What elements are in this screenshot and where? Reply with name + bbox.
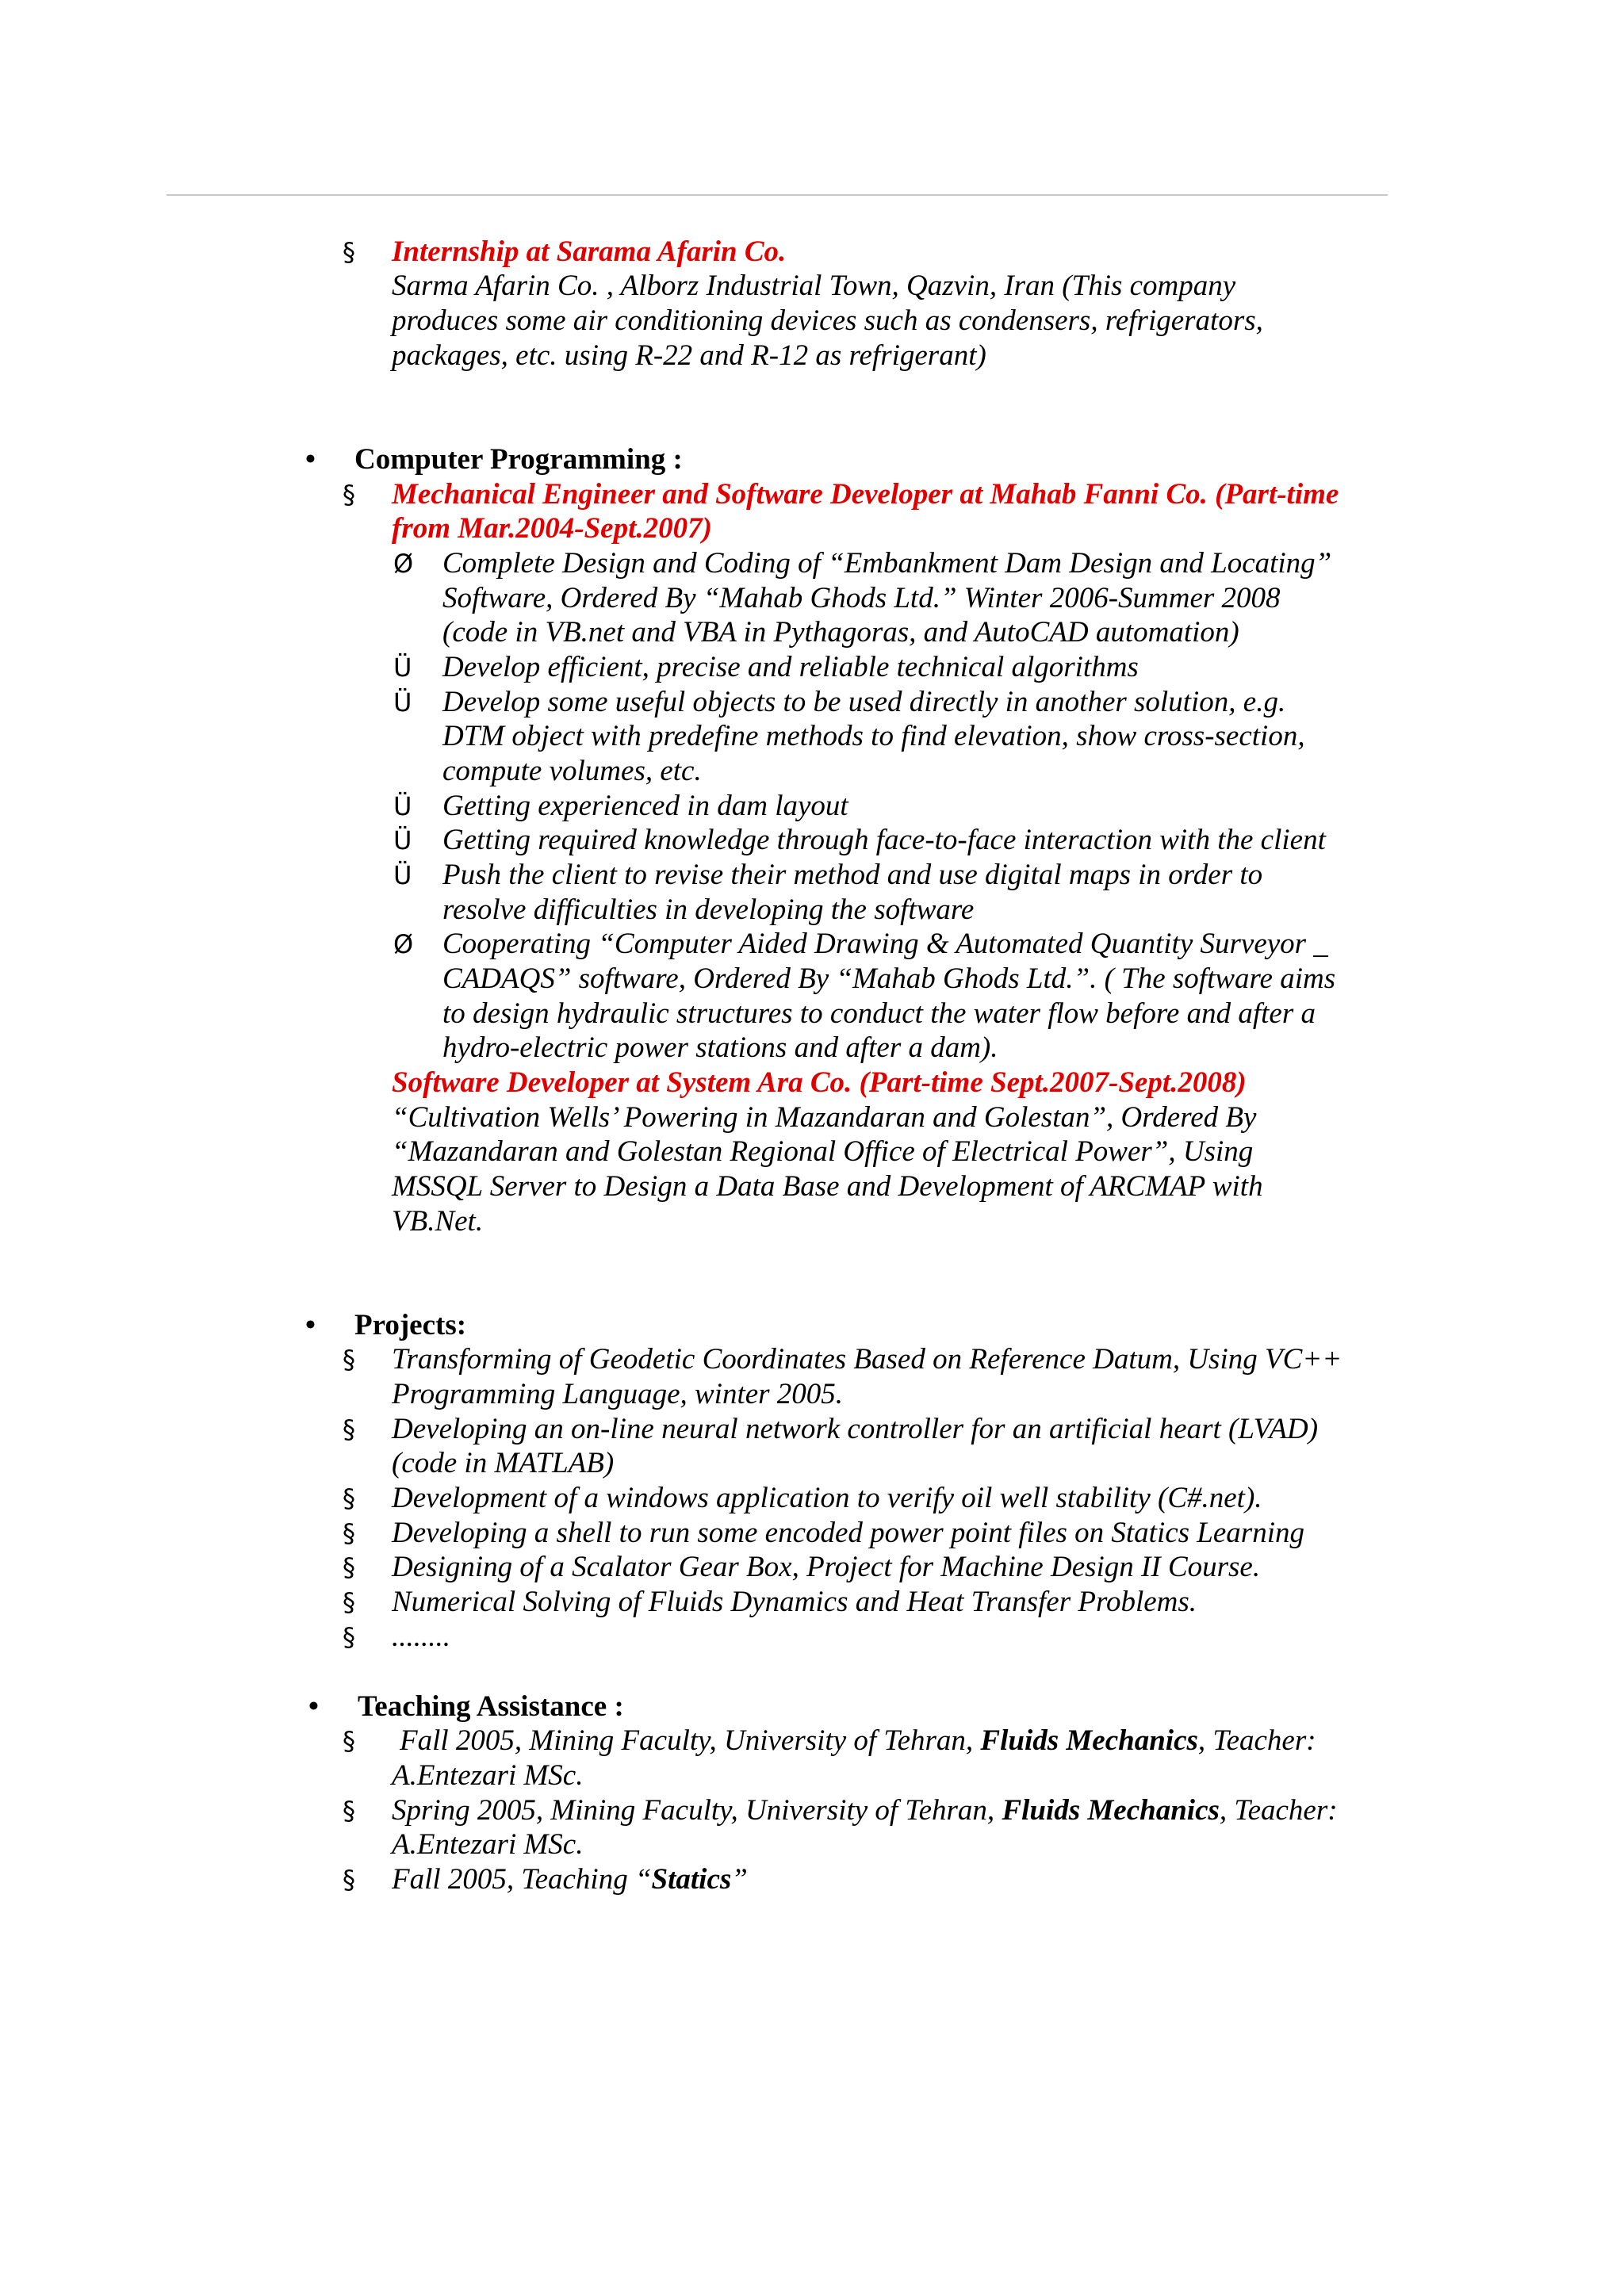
course-name: Fluids Mechanics	[1002, 1794, 1220, 1827]
sub-item: compute volumes, etc.	[442, 755, 702, 787]
course-name: Fluids Mechanics	[980, 1724, 1198, 1757]
section-marker: §	[343, 1587, 355, 1617]
sub-item: DTM object with predefine methods to find elevation, show cross-section,	[442, 720, 1305, 752]
internship-title: Internship at Sarama Afarin Co.	[392, 235, 787, 268]
section-marker: §	[343, 1518, 355, 1548]
teaching-item: A.Entezari MSc.	[392, 1759, 584, 1792]
job-line: MSSQL Server to Design a Data Base and Development of ARCMAP with	[392, 1170, 1263, 1203]
internship-line: produces some air conditioning devices such as condensers, refrigerators,	[392, 304, 1263, 337]
section-marker: §	[343, 1865, 355, 1895]
job-title: from Mar.2004-Sept.2007)	[392, 512, 712, 545]
arrow-marker: Ø	[393, 549, 414, 579]
job-title: Software Developer at System Ara Co. (Part-time Sept.2007-Sept.2008)	[392, 1066, 1247, 1099]
sub-item: Getting experienced in dam layout	[442, 790, 848, 822]
bullet: •	[305, 1309, 316, 1341]
teaching-item: A.Entezari MSc.	[392, 1828, 584, 1861]
project-item: Transforming of Geodetic Coordinates Based on Reference Datum, Using VC++	[392, 1343, 1342, 1376]
project-item: ........	[392, 1621, 450, 1653]
section-marker: §	[343, 1414, 355, 1445]
teaching-item: Fall 2005, Teaching “Statics”	[392, 1863, 748, 1896]
section-heading-projects: Projects:	[354, 1309, 467, 1341]
job-line: VB.Net.	[392, 1205, 484, 1238]
section-marker: §	[343, 1552, 355, 1582]
item-line: hydro-electric power stations and after a dam).	[442, 1031, 998, 1064]
section-heading-programming: Computer Programming :	[354, 443, 683, 476]
item-line: to design hydraulic structures to conduct the water flow before and after a	[442, 997, 1316, 1030]
section-marker: §	[343, 1796, 355, 1826]
item-line: Complete Design and Coding of “Embankment Dam Design and Locating”	[442, 547, 1332, 580]
item-line: CADAQS” software, Ordered By “Mahab Ghods Ltd.”. ( The software aims	[442, 962, 1336, 995]
project-item: Numerical Solving of Fluids Dynamics and Heat Transfer Problems.	[392, 1586, 1197, 1618]
item-line: Software, Ordered By “Mahab Ghods Ltd.” Winter 2006-Summer 2008	[442, 582, 1281, 614]
section-marker: §	[343, 237, 355, 267]
project-item: Designing of a Scalator Gear Box, Project for Machine Design II Course.	[392, 1551, 1261, 1583]
sub-item: Develop efficient, precise and reliable technical algorithms	[442, 651, 1139, 683]
check-marker: Ü	[393, 825, 412, 855]
check-marker: Ü	[393, 687, 412, 718]
section-marker: §	[343, 1622, 355, 1652]
job-line: “Cultivation Wells’ Powering in Mazandaran and Golestan”, Ordered By	[392, 1101, 1257, 1134]
bullet: •	[308, 1690, 319, 1723]
job-line: “Mazandaran and Golestan Regional Office of Electrical Power”, Using	[392, 1135, 1254, 1168]
sub-item: resolve difficulties in developing the software	[442, 894, 975, 926]
bullet: •	[305, 443, 316, 476]
item-line: (code in VB.net and VBA in Pythagoras, and AutoCAD automation)	[442, 616, 1239, 649]
sub-item: Develop some useful objects to be used directly in another solution, e.g.	[442, 686, 1286, 718]
project-item: (code in MATLAB)	[392, 1447, 615, 1479]
course-name: Statics	[651, 1863, 732, 1896]
teaching-item: Fall 2005, Mining Faculty, University of Tehran, Fluids Mechanics, Teacher:	[400, 1724, 1316, 1757]
check-marker: Ü	[393, 860, 412, 890]
section-marker: §	[343, 1726, 355, 1756]
project-item: Programming Language, winter 2005.	[392, 1378, 844, 1410]
check-marker: Ü	[393, 791, 412, 821]
job-title: Mechanical Engineer and Software Developer at Mahab Fanni Co. (Part-time	[392, 478, 1339, 511]
sub-item: Getting required knowledge through face-to-face interaction with the client	[442, 824, 1326, 856]
sub-item: Push the client to revise their method and use digital maps in order to	[442, 859, 1263, 891]
internship-line: packages, etc. using R-22 and R-12 as refrigerant)	[392, 339, 986, 372]
section-marker: §	[343, 1345, 355, 1375]
project-item: Developing an on-line neural network controller for an artificial heart (LVAD)	[392, 1413, 1319, 1445]
arrow-marker: Ø	[393, 929, 414, 959]
section-marker: §	[343, 480, 355, 510]
section-marker: §	[343, 1483, 355, 1513]
check-marker: Ü	[393, 652, 412, 683]
section-heading-teaching: Teaching Assistance :	[358, 1690, 624, 1723]
project-item: Development of a windows application to verify oil well stability (C#.net).	[392, 1482, 1262, 1514]
item-line: Cooperating “Computer Aided Drawing & Automated Quantity Surveyor _	[442, 928, 1328, 960]
header-rule	[167, 194, 1388, 196]
teaching-item: Spring 2005, Mining Faculty, University of Tehran, Fluids Mechanics, Teacher:	[392, 1794, 1338, 1827]
internship-line: Sarma Afarin Co. , Alborz Industrial Town, Qazvin, Iran (This company	[392, 270, 1236, 302]
project-item: Developing a shell to run some encoded power point files on Statics Learning	[392, 1517, 1304, 1549]
